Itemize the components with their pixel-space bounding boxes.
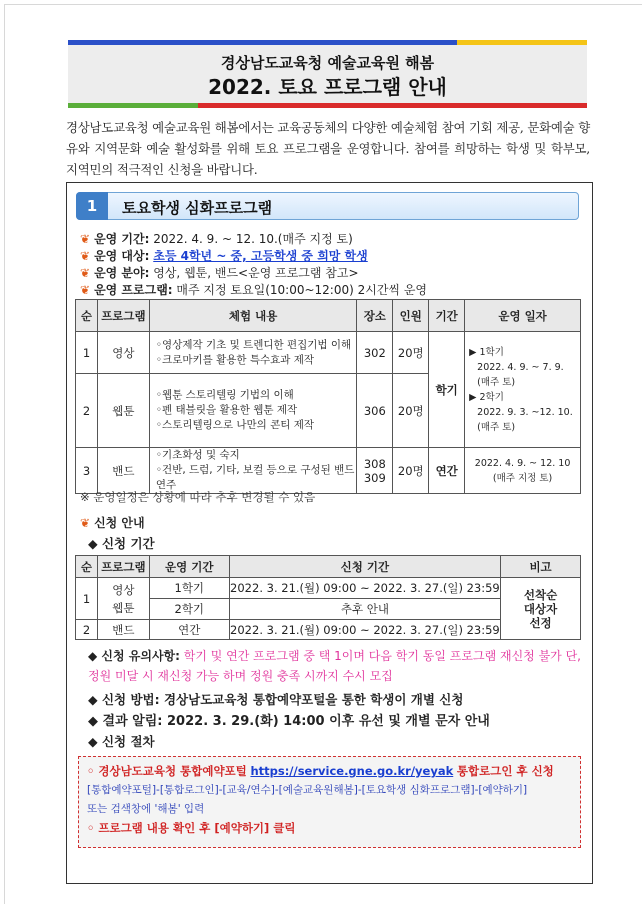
document-header <box>68 40 587 108</box>
table-row: 3 밴드 ◦기초화성 및 숙지 ◦건반, 드럼, 기타, 보컬 등으로 구성된 밴드 연주 308 309 20명 연간 2022. 4. 9. ~ 12. 10 (매주 지정 토) <box>76 448 581 494</box>
flower-icon: ❦ <box>80 283 91 297</box>
table-header-row: 순 프로그램 운영 기간 신청 기간 비고 <box>76 556 581 578</box>
info-field: ❦ 운영 분야: 영상, 웹툰, 밴드<운영 프로그램 참고> <box>80 266 359 280</box>
apply-period-title: ◆ 신청 기간 <box>88 536 155 551</box>
apply-table <box>75 555 581 640</box>
info-program: ❦ 운영 프로그램: 매주 지정 토요일(10:00~12:00) 2시간씩 운영 <box>80 283 428 297</box>
header-subtitle: 경상남도교육청 예술교육원 해봄 <box>220 54 435 72</box>
table-row: 1 영상 웹툰 1학기 2022. 3. 21.(월) 09:00 ~ 2022. 3. 27.(일) 23:59 선착순 대상자 선정 <box>76 578 581 599</box>
flower-icon: ❦ <box>80 232 91 246</box>
program-table <box>75 299 581 494</box>
info-period: ❦ 운영 기간: 2022. 4. 9. ~ 12. 10.(매주 지정 토) <box>80 232 353 246</box>
table-row: 2 웹툰 ◦웹툰 스토리텔링 기법의 이해 ◦펜 태블릿을 활용한 웹툰 제작 ◦스토리텔링으로 나만의 콘티 제작 306 20명 <box>76 374 581 448</box>
table-row: 2학기 추후 안내 <box>76 599 581 620</box>
schedule-note: ※ 운영일정은 상황에 따라 추후 변경될 수 있음 <box>80 490 316 504</box>
apply-procedure-title: ◆ 신청 절차 <box>88 734 155 749</box>
apply-result: ◆ 결과 알림: 2022. 3. 29.(화) 14:00 이후 유선 및 개별 문자 안내 <box>88 714 490 729</box>
header-bottom-bar <box>68 103 587 108</box>
apply-title: ❦ 신청 안내 <box>80 516 145 530</box>
section-title: 토요학생 심화프로그램 <box>122 199 273 217</box>
info-target: ❦ 운영 대상: 초등 4학년 ~ 중, 고등학생 중 희망 학생 <box>80 249 368 263</box>
table-header-row: 순 프로그램 체험 내용 장소 인원 기간 운영 일자 <box>76 300 581 332</box>
caution-note: ◆ 신청 유의사항: 학기 및 연간 프로그램 중 택 1이며 다음 학기 동일 프로그램 재신청 불가 단, 정원 미달 시 재신청 가능 하며 정원 충족 시까지 수시 모집 <box>88 649 581 683</box>
header-title: 2022. 토요 프로그램 안내 <box>208 75 447 99</box>
flower-icon: ❦ <box>80 249 91 263</box>
target-value: 초등 4학년 ~ 중, 고등학생 중 희망 학생 <box>153 249 368 263</box>
table-row: 2 밴드 연간 2022. 3. 21.(월) 09:00 ~ 2022. 3. 27.(일) 23:59 <box>76 620 581 640</box>
procedure-box: ◦ 경상남도교육청 통합예약포털 https://service.gne.go.kr/yeyak 통합로그인 후 신청 [통합예약포털]-[통합로그인]-[교육/연수]-[예술교육원해봄]-[토요학생 심화프로그램]-[예약하기] 또는 검색창에 '해봄' 입력 ◦ 프로그램 내용 확인 후 [예약하기] 클릭 <box>78 756 581 848</box>
intro-paragraph: 경상남도교육청 예술교육원 해봄에서는 교육공동체의 다양한 예술체험 참여 기회 제공, 문화예술 향유와 지역문화 예술 활성화를 위해 토요 프로그램을 운영합니다. 참여를 희망하는 학생 및 학부모, 지역민의 적극적인 신청을 바랍니다. <box>66 120 590 177</box>
flower-icon: ❦ <box>80 266 91 280</box>
table-row: 1 영상 ◦영상제작 기초 및 트렌디한 편집기법 이해 ◦크로마키를 활용한 특수효과 제작 302 20명 학기 ▶ 1학기 2022. 4. 9. ~ 7. 9. (매주 토) ▶ 2학기 2022. 9. 3. ~12. 10. (매주 토) <box>76 332 581 374</box>
section-number: 1 <box>76 192 108 220</box>
apply-method: ◆ 신청 방법: 경상남도교육청 통합예약포털을 통한 학생이 개별 신청 <box>88 692 464 707</box>
portal-link[interactable]: https://service.gne.go.kr/yeyak <box>250 764 454 778</box>
flower-icon: ❦ <box>80 516 91 530</box>
